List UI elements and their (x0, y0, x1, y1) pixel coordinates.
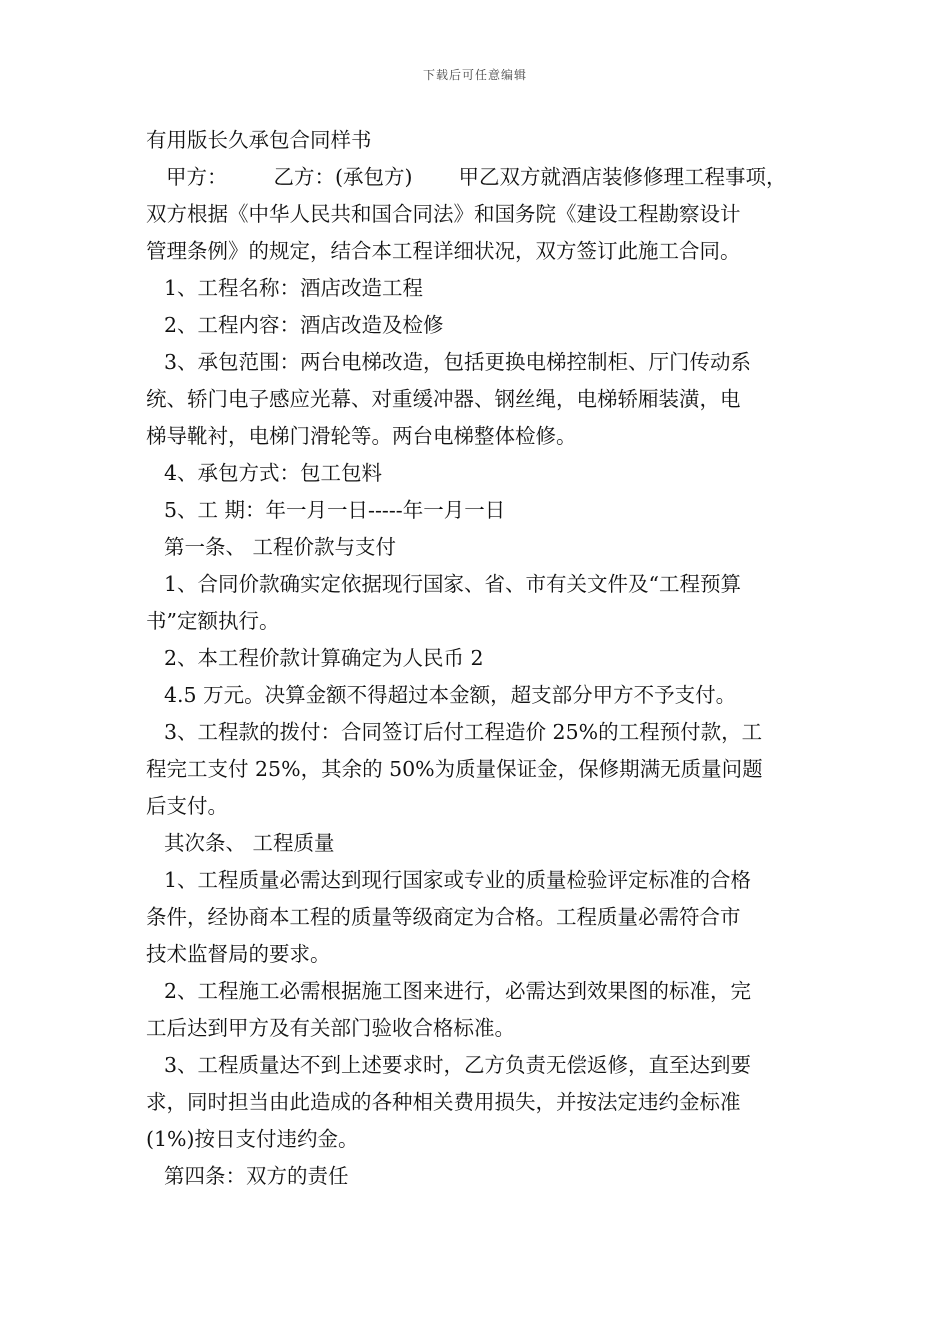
paragraph-line: 双方根据《中华人民共和国合同法》和国务院《建设工程勘察设计 (146, 202, 741, 226)
party-b-label: 乙方：(承包方) (273, 165, 413, 189)
paragraph-line: 管理条例》的规定，结合本工程详细状况，双方签订此施工合同。 (146, 239, 741, 263)
article-1-item-3: 3、工程款的拨付：合同签订后付工程造价 25%的工程预付款，工 (164, 720, 763, 744)
article-1-item-1: 1、合同价款确实定依据现行国家、省、市有关文件及“工程预算 (164, 572, 742, 596)
article-2-item-1: 1、工程质量必需达到现行国家或专业的质量检验评定标准的合格 (164, 868, 752, 892)
page-header: 下载后可任意编辑 (422, 68, 527, 82)
intro-text: 甲乙双方就酒店装修修理工程事项， (458, 165, 787, 189)
clause-project-content: 2、工程内容：酒店改造及检修 (164, 313, 444, 337)
paragraph-line: 统、轿门电子感应光幕、对重缓冲器、钢丝绳，电梯轿厢装潢，电 (146, 387, 741, 411)
paragraph-line: 技术监督局的要求。 (146, 942, 331, 966)
paragraph-line: 4.5 万元。决算金额不得超过本金额，超支部分甲方不予支付。 (164, 683, 737, 707)
document-title: 有用版长久承包合同样书 (146, 128, 372, 152)
paragraph-line: 求，同时担当由此造成的各种相关费用损失，并按法定违约金标准 (146, 1090, 741, 1114)
article-2-heading: 其次条、 工程质量 (164, 831, 335, 855)
article-2-item-3: 3、工程质量达不到上述要求时，乙方负责无偿返修，直至达到要 (164, 1053, 752, 1077)
article-1-item-2: 2、本工程价款计算确定为人民币 2 (164, 646, 484, 670)
paragraph-line: 条件，经协商本工程的质量等级商定为合格。工程质量必需符合市 (146, 905, 741, 929)
paragraph-line: 梯导靴衬，电梯门滑轮等。两台电梯整体检修。 (146, 424, 577, 448)
clause-scope: 3、承包范围：两台电梯改造，包括更换电梯控制柜、厅门传动系 (164, 350, 752, 374)
paragraph-line: 后支付。 (146, 794, 228, 818)
article-2-item-2: 2、工程施工必需根据施工图来进行，必需达到效果图的标准，完 (164, 979, 752, 1003)
article-1-heading: 第一条、 工程价款与支付 (164, 535, 397, 559)
party-a-label: 甲方： (166, 165, 228, 189)
clause-method: 4、承包方式：包工包料 (164, 461, 383, 485)
clause-project-name: 1、工程名称：酒店改造工程 (164, 276, 424, 300)
document-body (146, 122, 810, 1195)
paragraph-line: 工后达到甲方及有关部门验收合格标准。 (146, 1016, 515, 1040)
paragraph-line: (1%)按日支付违约金。 (146, 1127, 359, 1151)
article-4-heading: 第四条：双方的责任 (164, 1164, 349, 1188)
party-line (146, 159, 810, 196)
paragraph-line: 程完工支付 25%，其余的 50%为质量保证金，保修期满无质量问题 (146, 757, 763, 781)
clause-period: 5、工 期：年一月一日-----年一月一日 (164, 498, 506, 522)
paragraph-line: 书”定额执行。 (146, 609, 280, 633)
